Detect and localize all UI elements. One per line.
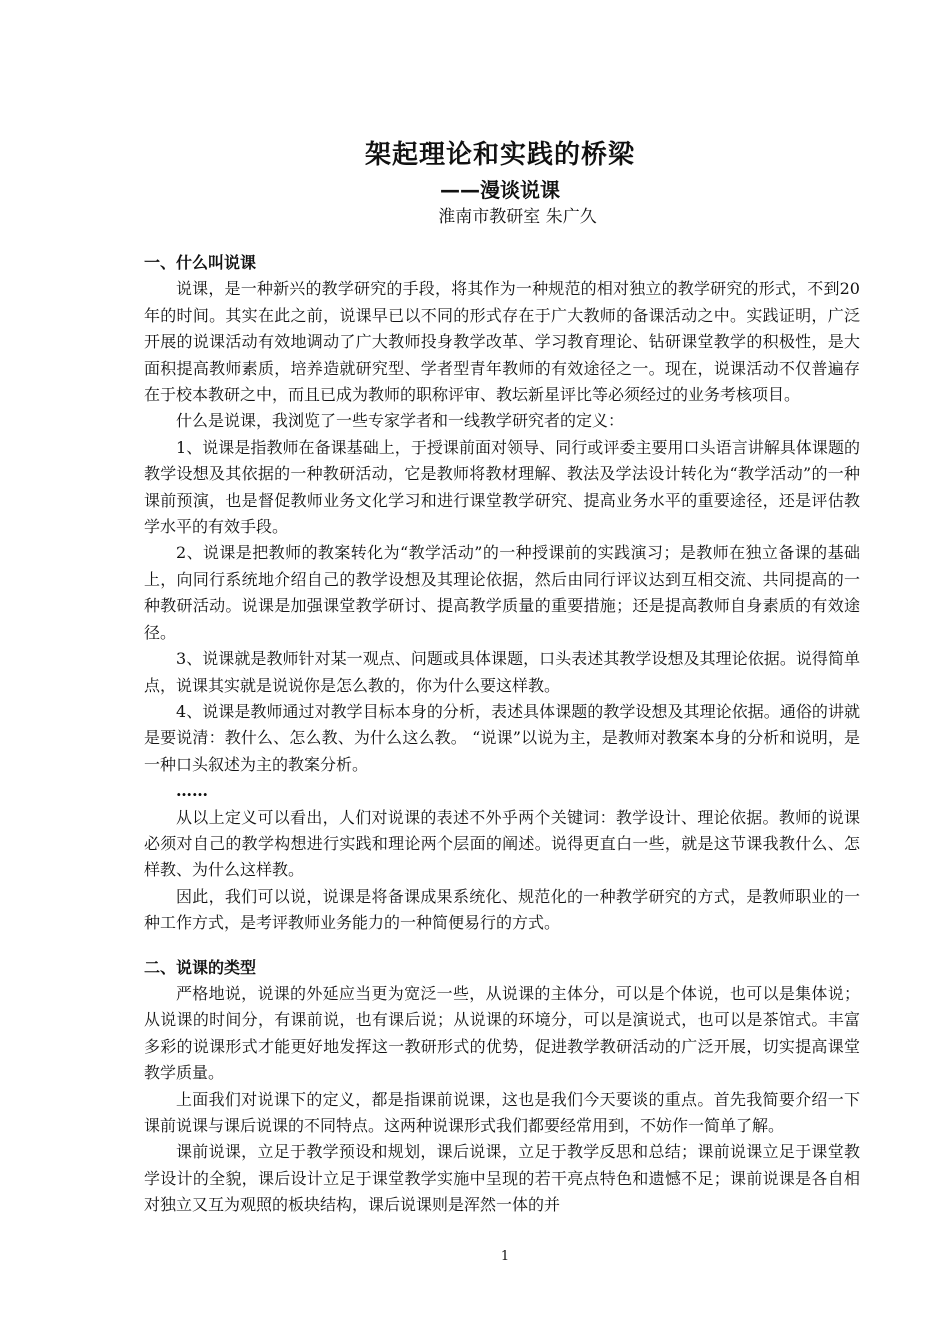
document-author: 淮南市教研室 朱广久 xyxy=(438,207,597,227)
paragraph: 2、说课是把教师的教案转化为“教学活动”的一种授课前的实践演习；是教师在独立备课的基础上，向同行系统地介绍自己的教学设想及其理论依据，然后由同行评议达到互相交流、共同提高的一种教研活动。说课是加强课堂教学研讨、提高教学质量的重要措施；还是提高教师自身素质的有效途径。 xyxy=(144,543,860,642)
paragraph: 课前说课，立足于教学预设和规划，课后说课，立足于教学反思和总结；课前说课立足于课堂教学设计的全貌，课后设计立足于课堂教学实施中呈现的若干亮点特色和遗憾不足；课前说课是各自相对独立又互为观照的板块结构，课后说课则是浑然一体的并 xyxy=(144,1142,860,1215)
paragraph: 1、说课是指教师在备课基础上，于授课前面对领导、同行或评委主要用口头语言讲解具体课题的教学设想及其依据的一种教研活动，它是教师将教材理解、教法及学法设计转化为“教学活动”的一种课前预演，也是督促教师业务文化学习和进行课堂教学研究、提高业务水平的重要途径，还是评估教学水平的有效手段。 xyxy=(144,437,860,537)
document-title: 架起理论和实践的桥梁 xyxy=(364,140,635,170)
paragraph: 4、说课是教师通过对教学目标本身的分析，表述具体课题的教学设想及其理论依据。通俗的讲就是要说清：教什么、怎么教、为什么这么教。 “说课”以说为主，是教师对教案本身的分析和说明，是一种口头叙述为主的教案分析。 xyxy=(144,701,860,774)
ellipsis: …… xyxy=(176,781,208,801)
section-heading: 一、什么叫说课 xyxy=(144,253,257,272)
section-heading: 二、说课的类型 xyxy=(144,957,257,977)
document-body xyxy=(144,250,860,1219)
paragraph: 说课，是一种新兴的教学研究的手段，将其作为一种规范的相对独立的教学研究的形式，不到20年的时间。其实在此之前，说课早已以不同的形式存在于广大教师的备课活动之中。实践证明，广泛开展的说课活动有效地调动了广大教师投身教学改革、学习教育理论、钻研课堂教学的积极性，是大面积提高教师素质，培养造就研究型、学者型青年教师的有效途径之一。现在，说课活动不仅普遍存在于校本教研之中，而且已成为教师的职称评审、教坛新星评比等必须经过的业务考核项目。 xyxy=(144,279,860,405)
page-number: 1 xyxy=(500,1249,510,1264)
paragraph: 从以上定义可以看出，人们对说课的表述不外乎两个关键词：教学设计、理论依据。教师的说课必须对自己的教学构想进行实践和理论两个层面的阐述。说得更直白一些，就是这节课我教什么、怎样教、为什么这样教。 xyxy=(144,807,860,880)
paragraph: 什么是说课，我浏览了一些专家学者和一线教学研究者的定义： xyxy=(176,411,625,431)
paragraph: 3、说课就是教师针对某一观点、问题或具体课题，口头表述其教学设想及其理论依据。说得简单点，说课其实就是说说你是怎么教的，你为什么要这样教。 xyxy=(144,649,860,695)
paragraph: 上面我们对说课下的定义，都是指课前说课，这也是我们今天要谈的重点。首先我简要介绍一下课前说课与课后说课的不同特点。这两种说课形式我们都要经常用到，不妨作一简单了解。 xyxy=(144,1089,860,1135)
paragraph: 因此，我们可以说，说课是将备课成果系统化、规范化的一种教学研究的方式，是教师职业的一种工作方式，是考评教师业务能力的一种简便易行的方式。 xyxy=(144,886,860,933)
document-subtitle: ——漫谈说课 xyxy=(440,178,560,202)
section-gap xyxy=(144,937,860,955)
paragraph: 严格地说，说课的外延应当更为宽泛一些，从说课的主体分，可以是个体说，也可以是集体说；从说课的时间分，有课前说，也有课后说；从说课的环境分，可以是演说式，也可以是茶馆式。丰富多彩的说课形式才能更好地发挥这一教研形式的优势，促进教学教研活动的广泛开展，切实提高课堂教学质量。 xyxy=(144,983,860,1083)
